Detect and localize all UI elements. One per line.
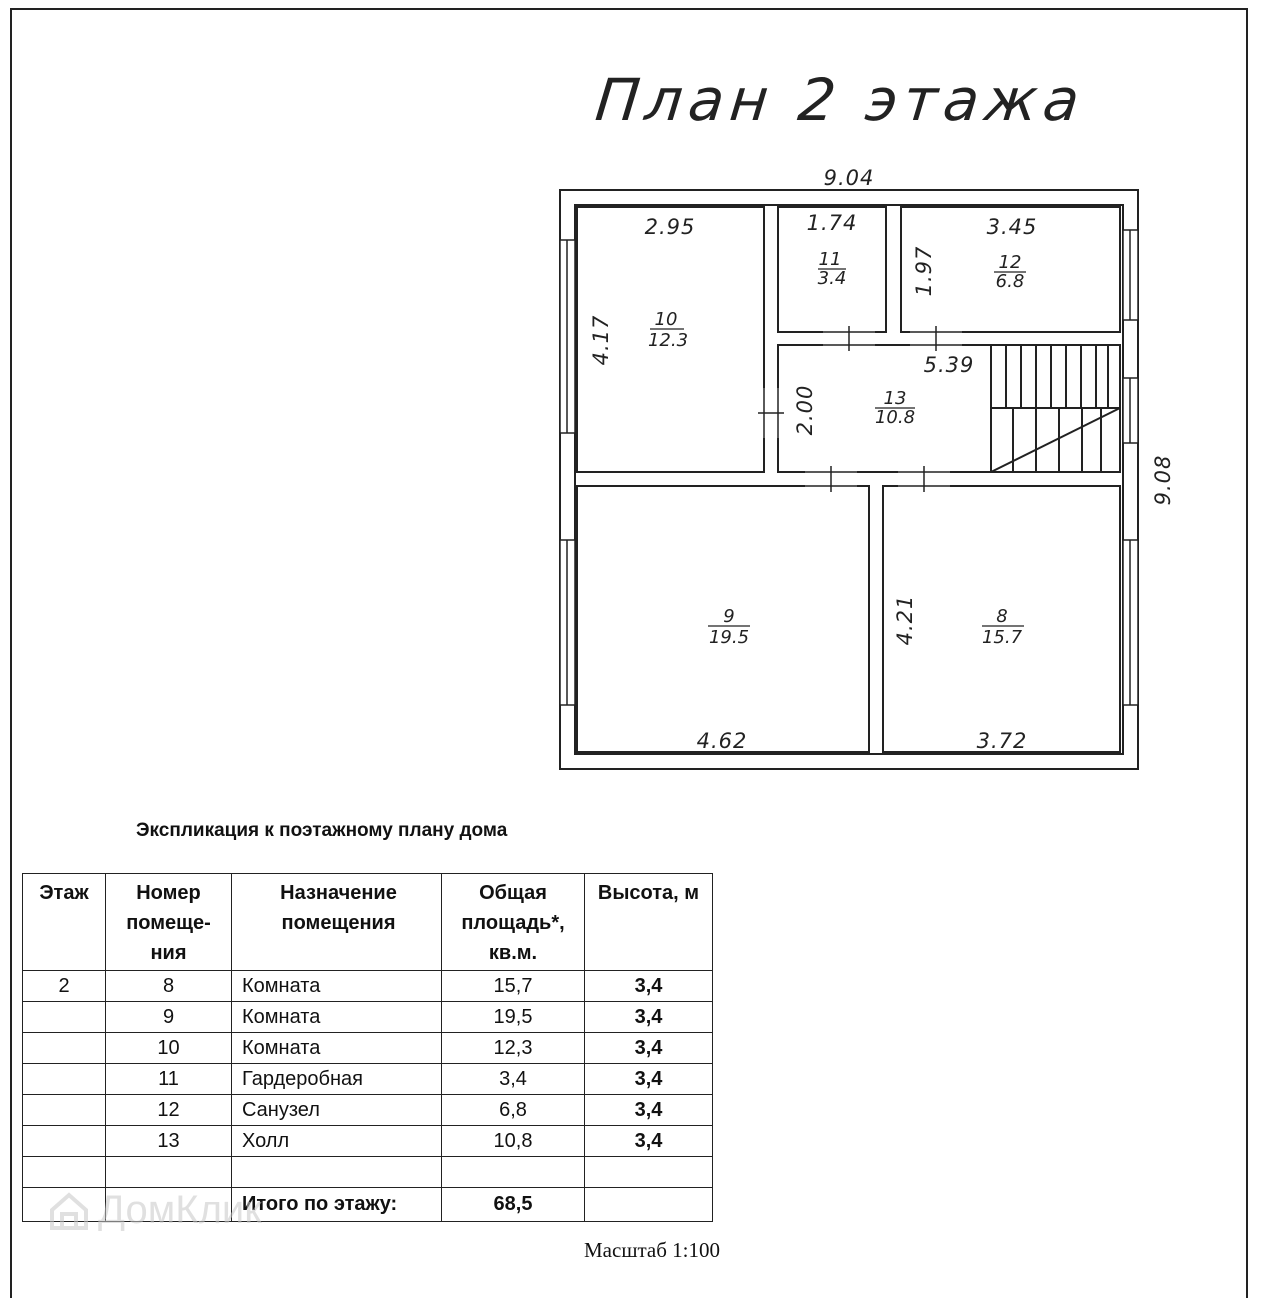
room-10-number: 10 [654,309,678,330]
room-9-area: 19.5 [708,627,750,648]
cell-number: 8 [106,971,232,1002]
cell-purpose: Гардеробная [232,1064,442,1095]
doors [758,326,962,492]
table-row [23,1064,713,1095]
cell-floor: 2 [23,971,106,1002]
room-8-width: 3.72 [976,729,1028,753]
cell-height: 3,4 [585,1064,713,1095]
header-height: Высота, м [585,874,713,971]
explication-table [22,873,713,1222]
watermark-text: ДомКлик [98,1188,262,1232]
cell-number: 10 [106,1033,232,1064]
total-label: Итого по этажу: [232,1188,442,1222]
overall-depth-label: 9.08 [1151,454,1175,506]
room-12-number: 12 [998,252,1022,273]
explication-title: Экспликация к поэтажному плану дома [136,820,508,841]
cell-purpose: Комната [232,971,442,1002]
house-logo-icon [48,1190,90,1232]
cell-height: 3,4 [585,1002,713,1033]
table-row-empty [23,1157,713,1188]
cell-area: 12,3 [442,1033,585,1064]
room-12-length: 1.97 [912,245,936,297]
header-room-number: Номер помещения [106,874,232,971]
plan-title: План 2 этажа [592,66,1089,134]
cell-area: 6,8 [442,1095,585,1126]
cell-floor [23,1033,106,1064]
table-row [23,1126,713,1157]
cell-area: 15,7 [442,971,585,1002]
cell-height [585,1157,713,1188]
room-9-width: 4.62 [696,729,748,753]
room-11-area: 3.4 [817,268,847,289]
table-row [23,1033,713,1064]
room-9-number: 9 [723,606,735,627]
room-12-width: 3.45 [986,215,1038,239]
cell-height: 3,4 [585,1095,713,1126]
room-13-area: 10.8 [874,407,916,428]
cell-area [442,1157,585,1188]
table-row [23,1095,713,1126]
watermark [48,1188,262,1233]
total-area: 68,5 [442,1188,585,1222]
room-8-length: 4.21 [893,594,917,646]
cell-area: 10,8 [442,1126,585,1157]
scale-label: Масштаб 1:100 [584,1238,721,1262]
cell-purpose: Санузел [232,1095,442,1126]
room-13-number: 13 [883,388,907,409]
windows [560,230,1138,705]
room-10-area: 12.3 [647,330,689,351]
cell-floor [23,1064,106,1095]
cell-number [106,1157,232,1188]
cell-height: 3,4 [585,971,713,1002]
table-row [23,1002,713,1033]
cell-number: 11 [106,1064,232,1095]
cell-floor [23,1126,106,1157]
cell-number: 12 [106,1095,232,1126]
room-10-width: 2.95 [644,215,696,239]
room-11-number: 11 [818,249,842,270]
header-purpose: Назначение помещения [232,874,442,971]
room-8-number: 8 [996,606,1008,627]
cell-floor [23,1095,106,1126]
table-header-row [23,874,713,971]
cell-purpose: Комната [232,1033,442,1064]
cell-empty [585,1188,713,1222]
table-row [23,971,713,1002]
cell-height: 3,4 [585,1033,713,1064]
cell-height: 3,4 [585,1126,713,1157]
room-8-area: 15.7 [981,627,1023,648]
room-12-area: 6.8 [995,271,1025,292]
overall-width-label: 9.04 [823,166,875,190]
cell-purpose [232,1157,442,1188]
header-area: Общая площадь*, кв.м. [442,874,585,971]
cell-purpose: Комната [232,1002,442,1033]
room-11-width: 1.74 [806,211,858,235]
cell-floor [23,1002,106,1033]
room-10-length: 4.17 [589,314,613,366]
staircase [991,345,1120,472]
cell-number: 13 [106,1126,232,1157]
room-13-length: 2.00 [793,384,817,436]
cell-area: 19,5 [442,1002,585,1033]
cell-number: 9 [106,1002,232,1033]
cell-floor [23,1157,106,1188]
room-13-width: 5.39 [923,353,975,377]
cell-purpose: Холл [232,1126,442,1157]
header-floor: Этаж [23,874,106,971]
cell-area: 3,4 [442,1064,585,1095]
